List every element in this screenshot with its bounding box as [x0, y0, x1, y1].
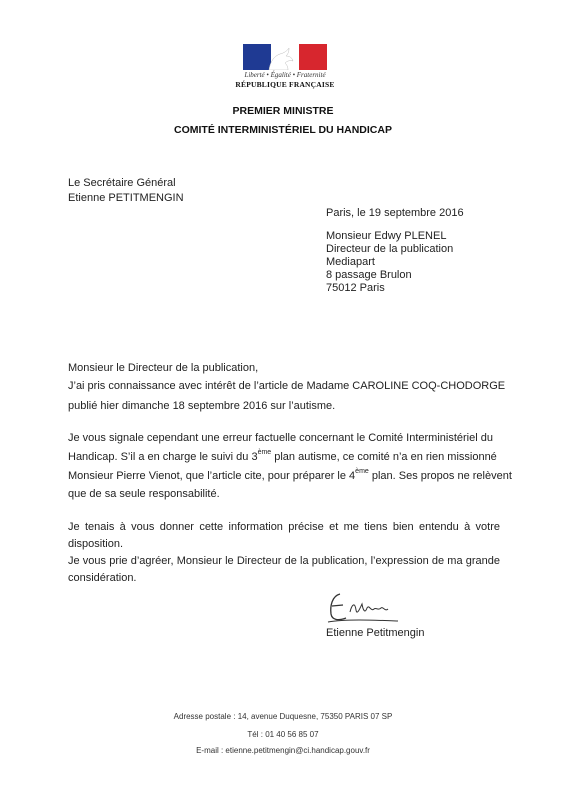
paragraph-2-line-4: que de sa seule responsabilité.: [68, 488, 220, 500]
republique-francaise-label: RÉPUBLIQUE FRANÇAISE: [235, 80, 335, 89]
sender-title: Le Secrétaire Général: [68, 177, 176, 189]
footer-email: E-mail : etienne.petitmengin@ci.handicap.gouv.fr: [196, 746, 370, 755]
recipient-org: Mediapart: [326, 256, 375, 268]
footer-phone: Tél : 01 40 56 85 07: [247, 730, 319, 739]
paragraph-2-line-2: Handicap. S’il a en charge le suivi du 3ème plan autisme, ce comité n’a en rien missionné: [68, 449, 497, 463]
recipient-street: 8 passage Brulon: [326, 269, 412, 281]
tricolor-flag-icon: [243, 44, 327, 70]
signatory-name: Etienne Petitmengin: [326, 627, 425, 639]
paragraph-2-line-3: Monsieur Pierre Vienot, que l’article cite, pour préparer le 4ème plan. Ses propos ne relèvent: [68, 468, 512, 482]
salutation: Monsieur le Directeur de la publication,: [68, 362, 259, 374]
paragraph-1-line-1: J’ai pris connaissance avec intérêt de l’article de Madame CAROLINE COQ-CHODORGE: [68, 380, 506, 392]
header-committee: COMITÉ INTERMINISTÉRIEL DU HANDICAP: [174, 124, 392, 136]
recipient-city: 75012 Paris: [326, 282, 385, 294]
paragraph-1-line-2: publié hier dimanche 18 septembre 2016 sur l’autisme.: [68, 400, 336, 412]
paragraph-3: Je tenais à vous donner cette information précise et me tiens bien entendu à votre disposition.: [68, 521, 500, 550]
footer-address: Adresse postale : 14, avenue Duquesne, 75350 PARIS 07 SP: [173, 712, 393, 721]
handwritten-signature: [326, 590, 406, 626]
recipient-role: Directeur de la publication: [326, 243, 454, 255]
letter-date: Paris, le 19 septembre 2016: [326, 207, 464, 219]
header-premier-ministre: PREMIER MINISTRE: [232, 105, 334, 117]
paragraph-4: Je vous prie d’agréer, Monsieur le Directeur de la publication, l’expression de ma grande considération.: [68, 555, 500, 584]
republic-motto: Liberté • Égalité • Fraternité: [244, 71, 326, 79]
recipient-name: Monsieur Edwy PLENEL: [326, 230, 447, 242]
paragraph-2-line-1: Je vous signale cependant une erreur factuelle concernant le Comité Interministériel du: [68, 432, 493, 444]
sender-name: Etienne PETITMENGIN: [68, 192, 184, 204]
